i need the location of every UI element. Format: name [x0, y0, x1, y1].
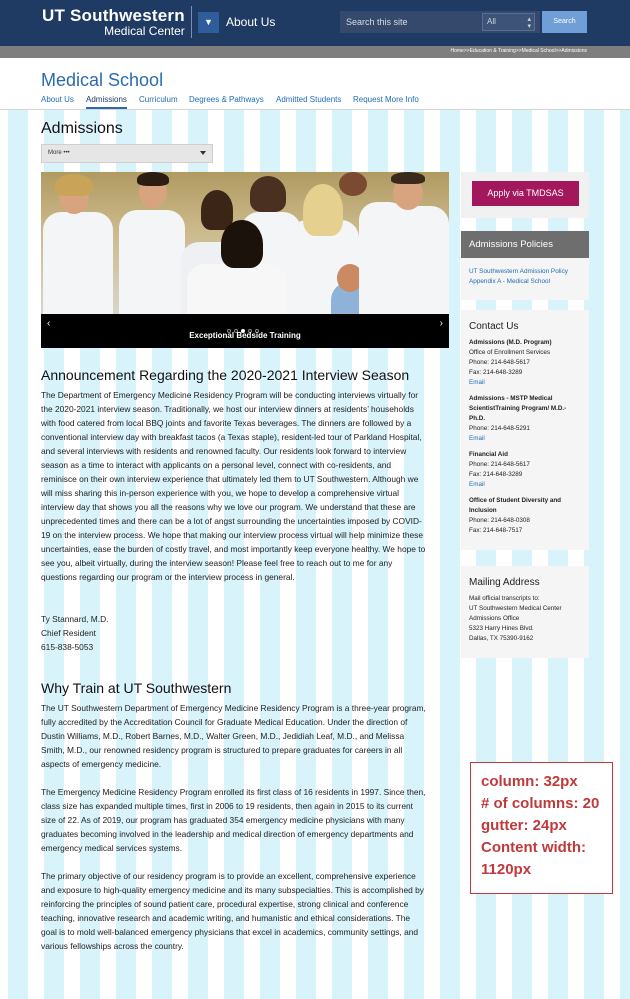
- image-carousel: [41, 172, 449, 348]
- search-scope-value: All: [487, 17, 496, 26]
- logo-line2: Medical Center: [104, 24, 185, 38]
- why-train-paragraph-3: The primary objective of our residency program is to provide an excellent, comprehensive experience and exposure to high-quality emergency medicine and its many subspecialties. This is accomplished by reinforcing the principles of sound patient care, procedural expertise, strong clinical and conference teaching, innovative research and academic writing, and humanistic and ethical considerations. The goal is to mold well-balanced emergency physicians that excel in academics, community settings, and various fellowships across the country.: [41, 871, 424, 951]
- updown-icon: ▴ ▾: [527, 16, 531, 30]
- site-logo[interactable]: [42, 7, 185, 38]
- header-divider: [191, 6, 192, 38]
- carousel-caption: Exceptional Bedside Training: [189, 331, 301, 340]
- logo-line1: UT Southwestern: [42, 6, 185, 25]
- page-title: Admissions: [41, 120, 123, 137]
- contact-diversity: [469, 496, 581, 536]
- signature-name: Ty Stannard, M.D.: [41, 614, 109, 624]
- mailing-line: 5323 Harry Hines Blvd.: [469, 625, 534, 632]
- mailing-line: Admissions Office: [469, 615, 520, 622]
- contact-title: Contact Us: [469, 321, 519, 332]
- search-button[interactable]: Search: [542, 11, 587, 33]
- contact-line: Office of Enrollment Services: [469, 349, 551, 356]
- breadcrumb-sep: >>: [463, 48, 470, 54]
- mailing-line: Dallas, TX 75390-9162: [469, 635, 534, 642]
- why-train-paragraph-1: The UT Southwestern Department of Emergency Medicine Residency Program is a three-year program, fully accredited by the Accreditation Council for Graduate Medical Education. Under the direction of Dustin Williams, M.D., Robert Barnes, M.D., Walter Green, M.D., Jedidiah Leaf, M.D., and Melissa Smith, M.D., our renowned residency program is structured to prepare graduates for careers in all aspects of emergency medicine.: [41, 703, 426, 769]
- caret-down-icon: [200, 151, 206, 155]
- caret-down-icon: ▼: [204, 17, 213, 27]
- contact-panel: [461, 310, 589, 550]
- announcement-body: The Department of Emergency Medicine Residency Program will be conducting interviews virtually for the 2020-2021 interview season. Traditionally, we host our interview dinners at residents’ households with food catered from local BBQ joints and favorite Texas beverages. The dinners are followed by a conventional interview day with breakfast tacos (a Texas staple), resident-led tour of Parkland Hospital, and several interviews with residents and renowned faculty. Our residents look forward to interview season as a time to interact with applicants on a personal level, connect with co-residents, and reminisce on their own interview experience that ultimately led them to UT Southwestern. Although we will miss sharing this in-person experience with you, we hope to develop a comprehensive virtual interview day that shows you all the reasons why we love our program. We understand that these are unprecedented times and there can be a lot of angst surrounding the uncertainties imposed by COVID-19 on the interview process. We hope that making our interview process virtual will help minimize these uncertainties, ease the burden of costly travel, and most importantly keep everyone healthy. We hope to see you, albeit virtually, during the interview season! Please feel free to reach out to me for any questions regarding our program or the interview process in general.: [41, 390, 426, 582]
- nav-admitted-students[interactable]: Admitted Students: [276, 95, 342, 104]
- search-scope-select[interactable]: [482, 13, 535, 31]
- grid-spec-line: # of columns: 20: [481, 795, 600, 812]
- grid-spec-annotation: [470, 762, 613, 894]
- policy-link-admission[interactable]: UT Southwestern Admission Policy: [469, 268, 568, 275]
- contact-name: Admissions - MSTP Medical ScientistTraining Program/ M.D.-Ph.D.: [469, 395, 567, 422]
- carousel-controls: [41, 314, 449, 348]
- contact-line: Fax: 214-648-3289: [469, 471, 523, 478]
- policies-heading: Admissions Policies: [461, 231, 589, 258]
- chevron-right-icon[interactable]: ›: [439, 318, 443, 329]
- contact-name: Financial Aid: [469, 451, 508, 458]
- email-link[interactable]: Email: [469, 435, 485, 442]
- more-dropdown-label: More •••: [48, 150, 70, 156]
- grid-spec-line: gutter: 24px: [481, 817, 567, 834]
- section-title[interactable]: Medical School: [41, 70, 164, 90]
- nav-degrees-pathways[interactable]: Degrees & Pathways: [189, 95, 264, 104]
- about-us-link[interactable]: About Us: [226, 15, 276, 29]
- contact-admissions-md: [469, 338, 581, 388]
- mailing-title: Mailing Address: [469, 577, 540, 588]
- nav-admissions[interactable]: Admissions: [86, 95, 127, 109]
- breadcrumb-home[interactable]: Home: [450, 48, 464, 54]
- announcement-heading: Announcement Regarding the 2020-2021 Interview Season: [41, 367, 410, 383]
- chevron-left-icon[interactable]: ‹: [47, 318, 51, 329]
- contact-line: Phone: 214-648-5617: [469, 359, 530, 366]
- contact-line: Phone: 214-648-5291: [469, 425, 530, 432]
- breadcrumb-education[interactable]: Education & Training: [469, 48, 516, 54]
- contact-line: Phone: 214-648-5617: [469, 461, 530, 468]
- contact-financial-aid: [469, 450, 581, 490]
- breadcrumb-admissions: Admissions: [561, 48, 587, 54]
- policies-links: [461, 258, 589, 300]
- contact-line: Phone: 214-648-0308: [469, 517, 530, 524]
- mailing-line: Mail official transcripts to:: [469, 595, 540, 602]
- policy-link-appendix[interactable]: Appendix A - Medical School: [469, 278, 550, 285]
- nav-curriculum[interactable]: Curriculum: [139, 95, 178, 104]
- carousel-photo: [41, 172, 449, 314]
- signature-title: Chief Resident: [41, 628, 96, 638]
- contact-line: Fax: 214-648-3289: [469, 369, 523, 376]
- contact-name: Office of Student Diversity and Inclusion: [469, 497, 562, 514]
- grid-spec-line: Content width:: [481, 839, 586, 856]
- email-link[interactable]: Email: [469, 379, 485, 386]
- nav-about-us[interactable]: About Us: [41, 95, 74, 104]
- why-train-heading: Why Train at UT Southwestern: [41, 680, 232, 696]
- mailing-panel: [461, 566, 589, 658]
- why-train-paragraph-2: The Emergency Medicine Residency Program enrolled its first class of 16 residents in 1997. Since then, class size has expanded multiple times, first in 2006 to 19 residents, then again in 2015 to its current size of 22. As of 2019, our program has graduated 354 emergency medicine physicians with many graduates becoming involved in the leadership and medical direction of emergency departments and emergency medical services systems.: [41, 787, 426, 853]
- breadcrumb-sep: >>: [515, 48, 522, 54]
- breadcrumb-bar: [0, 46, 630, 58]
- apply-tmdsas-button[interactable]: Apply via TMDSAS: [472, 181, 579, 206]
- breadcrumb-medical-school[interactable]: Medical School: [521, 48, 556, 54]
- email-link[interactable]: Email: [469, 481, 485, 488]
- search-input[interactable]: Search this site: [340, 11, 540, 33]
- contact-mstp: [469, 394, 581, 444]
- signature-phone: 615-838-5053: [41, 642, 94, 652]
- more-dropdown[interactable]: [41, 144, 213, 163]
- site-header: [0, 0, 630, 46]
- breadcrumb-sep: >>: [555, 48, 562, 54]
- grid-spec-line: column: 32px: [481, 773, 578, 790]
- contact-line: Fax: 214-648-7517: [469, 527, 523, 534]
- signature-block: [41, 612, 426, 654]
- mailing-address: [469, 594, 581, 644]
- breadcrumb: [451, 48, 588, 54]
- mailing-line: UT Southwestern Medical Center: [469, 605, 562, 612]
- nav-request-info[interactable]: Request More Info: [353, 95, 419, 104]
- grid-spec-line: 1120px: [481, 861, 532, 878]
- about-menu-button[interactable]: [198, 12, 219, 33]
- contact-name: Admissions (M.D. Program): [469, 339, 552, 346]
